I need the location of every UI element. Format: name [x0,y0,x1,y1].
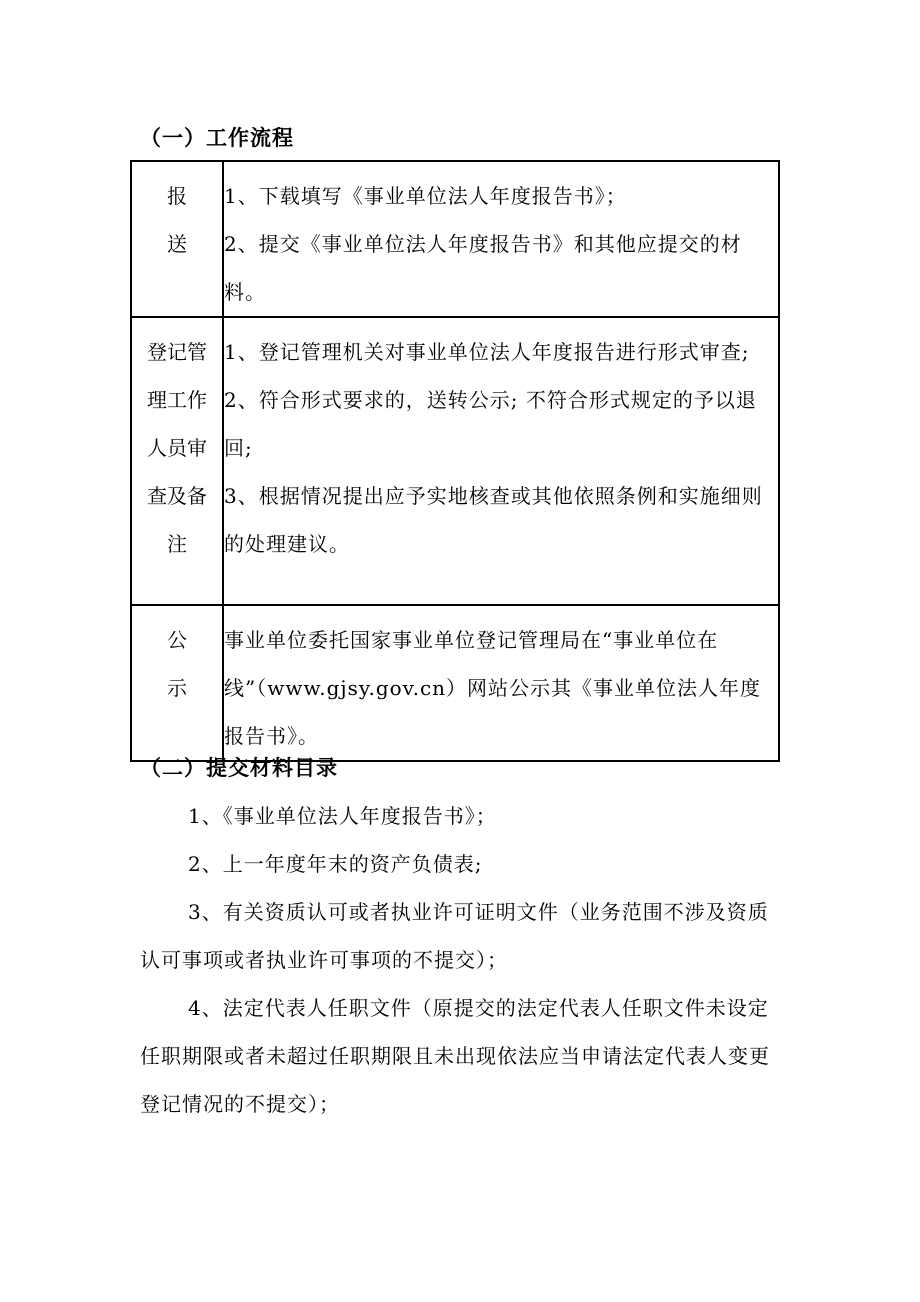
list-item: 2、提交《事业单位法人年度报告书》和其他应提交的材料。 [224,232,742,304]
list-item: 3、有关资质认可或者执业许可证明文件（业务范围不涉及资质认可事项或者执业许可事项的不提交）； [140,900,769,972]
label-line: 送 [167,232,187,256]
label-line: 公 [167,628,187,652]
label-line: 理工作 [147,388,207,412]
row-content-review [223,317,779,605]
section-title-workflow: （一）工作流程 [140,126,294,150]
label-line: 注 [167,532,187,556]
label-line: 登记管 [147,340,207,364]
list-item: 1、登记管理机关对事业单位法人年度报告进行形式审查; [224,340,750,364]
list-item: 4、法定代表人任职文件（原提交的法定代表人任职文件未设定任职期限或者未超过任职期限且未出现依法应当申请法定代表人变更登记情况的不提交）； [140,996,770,1116]
workflow-table [130,160,780,762]
list-item: 2、符合形式要求的，送转公示; 不符合形式规定的予以退回; [224,388,757,460]
list-item: 事业单位委托国家事业单位登记管理局在“事业单位在线”（www.gjsy.gov.cn）网站公示其《事业单位法人年度报告书》。 [224,628,762,748]
table-row [131,161,779,317]
label-line: 人员审 [147,436,207,460]
row-content-submit [223,161,779,317]
row-label-submit [131,161,223,317]
row-label-review [131,317,223,605]
row-content-publicize [223,605,779,761]
table-row [131,605,779,761]
row-label-publicize [131,605,223,761]
list-item: 1、《事业单位法人年度报告书》； [188,804,497,828]
list-item: 3、根据情况提出应予实地核查或其他依照条例和实施细则的处理建议。 [224,484,763,556]
materials-list [140,792,780,1128]
table-row [131,317,779,605]
list-item: 1、下载填写《事业单位法人年度报告书》； [224,184,627,208]
label-line: 报 [167,184,187,208]
label-line: 示 [167,676,187,700]
label-line: 查及备 [147,484,207,508]
list-item: 2、上一年度年末的资产负债表; [188,852,483,876]
section-title-materials: （二）提交材料目录 [140,756,338,780]
